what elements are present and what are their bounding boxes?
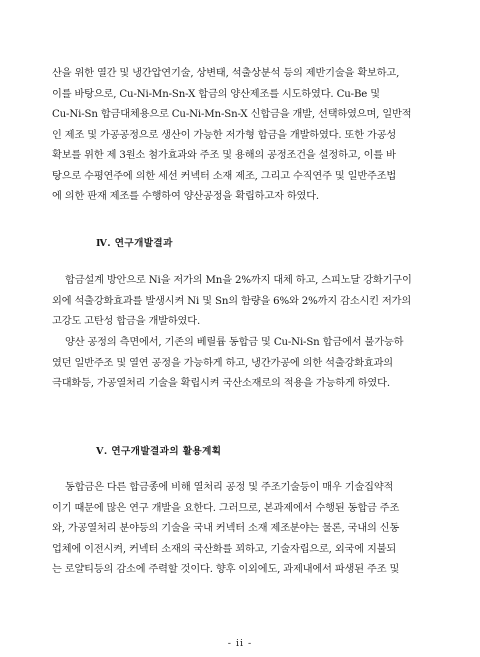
text-line: 였던 일반주조 및 열연 공정을 가능하게 하고, 냉간가공에 의한 석출강화효과의	[52, 357, 393, 369]
intro-paragraph	[52, 64, 428, 208]
section-5-heading: Ⅴ. 연구개발결과의 활용계획	[96, 446, 222, 457]
text-line: 확보를 위한 제 3원소 첨가효과와 주조 및 용해의 공정조건을 설정하고, 이를 바	[52, 150, 396, 161]
section-4-paragraph-2	[52, 333, 428, 395]
text-line: 업체에 이전시켜, 커넥터 소재의 국산화를 꾀하고, 기술자립으로, 외국에 지불되	[52, 543, 397, 555]
text-line: 이를 바탕으로, Cu-Ni-Mn-Sn-X 합금의 양산제조를 시도하였다. Cu-Be 및	[52, 88, 380, 100]
text-line: 는 로얄티등의 감소에 주력할 것이다. 향후 이외에도, 과제내에서 파생된 주조 및	[52, 564, 400, 575]
text-line: 동합금은 다른 합금종에 비해 열처리 공정 및 주조기술등이 매우 기술집약적	[65, 482, 394, 493]
text-line: 탕으로 수평연주에 의한 세선 커넥터 소재 제조, 그리고 수직연주 및 일반주조법	[52, 170, 397, 182]
text-line: 극대화등, 가공열처리 기술을 확립시켜 국산소재로의 적용을 가능하게 하였다.	[52, 378, 390, 389]
text-line: 양산 공정의 측면에서, 기존의 베릴륨 동합금 및 Cu-Ni-Sn 합금에서 불가능하	[65, 337, 404, 348]
text-line: 이기 때문에 많은 연구 개발을 요한다. 그러므로, 본과제에서 수행된 동합금 주조	[52, 502, 400, 514]
text-line: 고강도 고탄성 합금을 개발하였다.	[52, 316, 201, 327]
text-line: 산을 위한 열간 및 냉간압연기술, 상변태, 석출상분석 등의 제반기술을 확보하고,	[52, 68, 400, 79]
text-line: Cu-Ni-Sn 합금대체용으로 Cu-Ni-Mn-Sn-X 신합금을 개발, 선택하였으며, 일반적	[52, 109, 412, 120]
text-line: 에 의한 판재 제조를 수행하여 양산공정을 확립하고자 하였다.	[52, 191, 319, 202]
text-line: 합금설계 방안으로 Ni을 저가의 Mn을 2%까지 대체 하고, 스피노달 강화기구이	[65, 275, 412, 286]
text-line: 인 제조 및 가공공정으로 생산이 가능한 저가형 합금을 개발하였다. 또한 가공성	[52, 129, 397, 141]
page-number: - ii -	[227, 638, 253, 649]
section-4-paragraph-1	[52, 271, 428, 333]
section-4-heading: Ⅳ. 연구개발결과	[96, 238, 173, 249]
text-line: 와, 가공열처리 분야등의 기술을 국내 커넥터 소재 제조분야는 물론, 국내의 신동	[52, 523, 400, 534]
text-line: 외에 석출강화효과를 발생시켜 Ni 및 Sn의 함량을 6%와 2%까지 감소시킨 저가의	[52, 295, 412, 307]
section-5-paragraph-1	[52, 478, 428, 581]
